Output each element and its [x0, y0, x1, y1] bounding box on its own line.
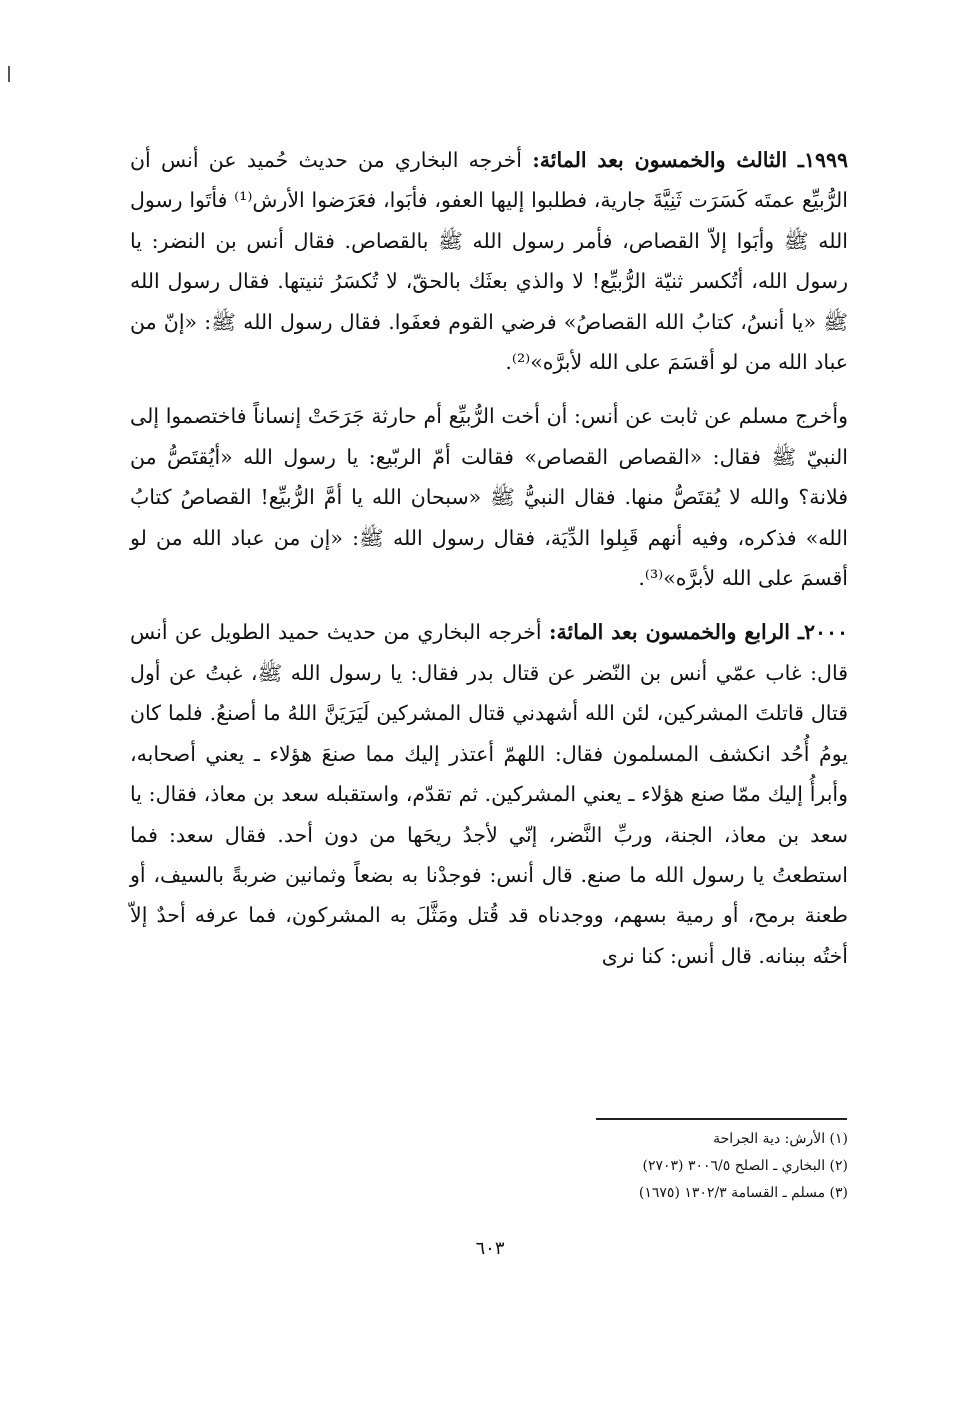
hadith-2000-text: أخرجه البخاري من حديث حميد الطويل عن أنس قال: غاب عمّي أنس بن النّضر عن قتال بدر فقال: يا رسول الله ﷺ، غبتُ عن أول قتال قاتلتَ المشركين، لئن الله أشهدني قتال المشركين لَيَرَيَنَّ اللهُ ما أصنعُ. فلما كان يومُ أُحُد انكشف المسلمون فقال: اللهمّ أعتذر إليك مما صنعَ هؤلاء ـ يعني أصحابه، وأبرأُ إليك ممّا صنع هؤلاء ـ يعني المشركين. ثم تقدّم، واستقبله سعد بن معاذ، فقال: يا سعد بن معاذ، الجنة، وربِّ النَّضر، إنّي لأجدُ ريحَها من دون أحد. فقال سعد: فما استطعتُ يا رسول الله ما صنع. قال أنس: فوجدْنا به بضعاً وثمانين ضربةً بالسيف، أو طعنة برمح، أو رمية بسهم، ووجدناه قد قُتل ومَثَّلَ به المشركون، فما عرفه أحدٌ إلاّ أختُه ببنانه. قال أنس: كنا نرى	[130, 620, 848, 968]
footnote-divider	[596, 1118, 847, 1120]
hadith-2000-paragraph	[130, 612, 848, 976]
hadith-1999-paragraph	[130, 140, 848, 382]
footnote-1: (١) الأرش: دية الجراحة	[713, 1131, 848, 1147]
footnote-2: (٢) البخاري ـ الصلح ٣٠٠٦/٥ (٢٧٠٣)	[642, 1158, 848, 1174]
footnote-3: (٣) مسلم ـ القسامة ١٣٠٢/٣ (١٦٧٥)	[638, 1185, 848, 1201]
page-number: ٦٠٣	[475, 1238, 505, 1259]
footnotes	[530, 1126, 848, 1207]
muslim-narration-text: وأخرج مسلم عن ثابت عن أنس: أن أخت الرُّبيِّع أم حارثة جَرَحَتْ إنساناً فاختصموا إلى النبيّ ﷺ فقال: «القصاص القصاص» فقالت أمّ الربّيع: يا رسول الله «أيُقتَصُّ من فلانة؟ والله لا يُقتَصُّ منها. فقال النبيُّ ﷺ «سبحان الله يا أمَّ الرُّبيِّع! القصاصُ كتابُ الله» فذكره، وفيه أنهم قَبِلوا الدِّيَة، فقال رسول الله ﷺ: «إن من عباد الله من لو أقسمَ على الله لأبرَّه»⁽³⁾.	[130, 404, 848, 591]
hadith-2000-heading: ٢٠٠٠ـ الرابع والخمسون بعد المائة:	[548, 620, 849, 645]
muslim-narration-paragraph	[130, 396, 848, 598]
main-text	[130, 140, 848, 976]
margin-mark	[8, 66, 10, 82]
hadith-1999-heading: ١٩٩٩ـ الثالث والخمسون بعد المائة:	[532, 148, 848, 172]
hadith-1999-text: أخرجه البخاري من حديث حُميد عن أنس أن الرُّبيِّع عمتَه كَسَرَت ثَنِيَّةَ جارية، فطلبوا إليها العفو، فأبَوا، فعَرَضوا الأرش⁽¹⁾ فأتَوا رسول الله ﷺ وأبَوا إلاّ القصاص، فأمر رسول الله ﷺ بالقصاص. فقال أنس بن النضر: يا رسول الله، أتُكسر ثنيّة الرُّبيِّع! لا والذي بعثَك بالحقّ، لا تُكسَرُ ثنيتها. فقال رسول الله ﷺ «يا أنسُ، كتابُ الله القصاصُ» فرضي القوم فعفَوا. فقال رسول الله ﷺ: «إنّ من عباد الله من لو أقسَمَ على الله لأبرَّه»⁽²⁾.	[130, 148, 848, 375]
